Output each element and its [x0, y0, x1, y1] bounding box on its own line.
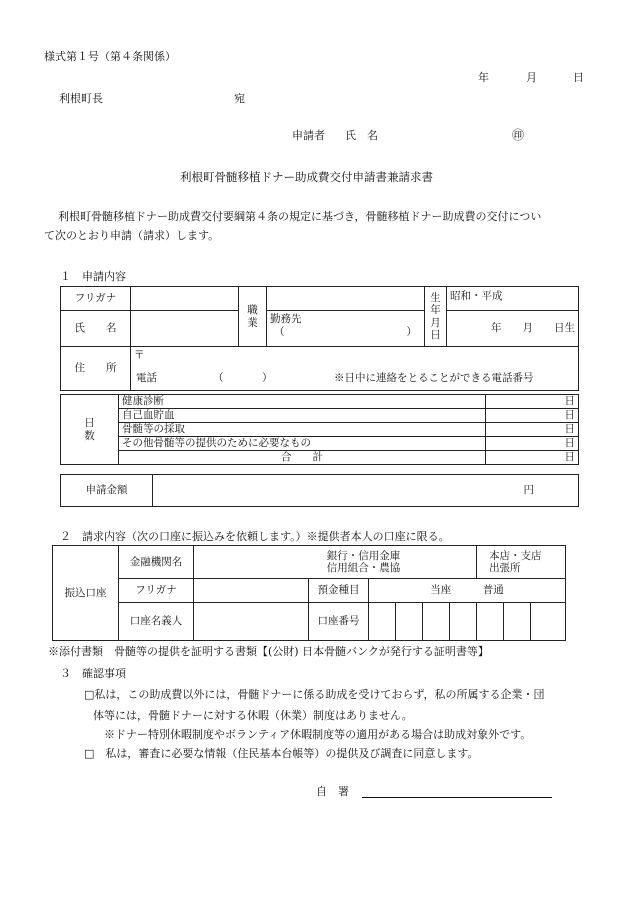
postal-mark: 〒	[134, 349, 145, 361]
days-row-value[interactable]	[486, 423, 579, 437]
birth-ymd: 年 月 日生	[491, 322, 575, 335]
form-number: 様式第１号（第４条関係）	[44, 50, 176, 63]
bank-table	[52, 545, 566, 641]
signature-label: 自 署	[316, 785, 349, 798]
birthdate-label: 生 年 月 日	[425, 287, 447, 347]
document-title: 利根町骨髄移植ドナー助成費交付申請書兼請求書	[180, 170, 433, 184]
days-label: 日 数	[61, 395, 119, 465]
furigana-label: フリガナ	[61, 287, 131, 311]
deposit-types: 当座 普通	[430, 584, 504, 597]
application-table	[60, 286, 579, 391]
attachment-note: ※添付書類 骨髄等の提供を証明する書類【(公財) 日本骨髄バンクが発行する証明書等】	[48, 645, 489, 658]
days-unit: 日	[564, 423, 575, 436]
section1-heading: １ 申請内容	[60, 270, 126, 283]
days-unit: 日	[564, 437, 575, 450]
intro-paragraph	[44, 207, 541, 246]
confirmation-item-1-line-1[interactable]: □私は，この助成費以外には，骨髄ドナーに係る助成を受けておらず，私の所属する企業・団	[84, 688, 545, 701]
birth-era	[447, 287, 579, 311]
confirmation-item-1-line-2: 体等には，骨髄ドナーに対する休暇（休業）制度はありません。	[93, 709, 413, 722]
intro-line-1: 利根町骨髄移植ドナー助成費交付要綱第４条の規定に基づき，骨髄移植ドナー助成費の交付につい	[58, 210, 542, 223]
days-unit: 日	[564, 409, 575, 422]
days-unit: 日	[564, 395, 575, 408]
applicant-name-label: 氏 名	[345, 129, 378, 142]
name-label: 氏 名	[61, 311, 131, 347]
account-number-label: 口座番号	[309, 603, 369, 641]
address-field[interactable]	[131, 347, 579, 391]
phone-paren-open: （	[213, 372, 224, 385]
branch-line2: 出張所	[489, 562, 521, 574]
bank-types-line1: 銀行・信用金庫	[326, 549, 401, 562]
phone-line	[134, 372, 575, 384]
date-month: 月	[526, 71, 537, 84]
bank-furigana-label: フリガナ	[119, 579, 194, 603]
confirmation-item-2[interactable]: □ 私は，審査に必要な情報（住民基本台帳等）の提供及び調査に同意します。	[84, 747, 479, 760]
days-row-label: 自己血貯血	[119, 409, 486, 423]
days-row-label: 健康診断	[119, 395, 486, 409]
address-label: 住 所	[61, 347, 131, 391]
days-row-value[interactable]	[486, 409, 579, 423]
workplace-cell[interactable]	[267, 311, 425, 347]
date-day: 日	[573, 71, 584, 84]
amount-label: 申請金額	[61, 475, 153, 507]
account-digit-box[interactable]	[423, 603, 450, 641]
account-digit-box[interactable]	[531, 603, 566, 641]
days-total-value[interactable]	[486, 451, 579, 465]
branch-line1: 本店・支店	[489, 549, 542, 562]
account-digit-box[interactable]	[504, 603, 531, 641]
days-unit: 日	[564, 451, 575, 464]
bank-furigana-field[interactable]	[194, 579, 309, 603]
account-digit-box[interactable]	[450, 603, 477, 641]
date-year: 年	[478, 71, 489, 84]
phone-label: 電話	[136, 372, 157, 385]
seal-mark: ㊞	[512, 128, 525, 142]
days-table	[60, 394, 579, 465]
days-row-value[interactable]	[486, 437, 579, 451]
phone-note: ※日中に連絡をとることができる電話番号	[334, 372, 534, 385]
days-row-label: 骨髄等の採取	[119, 423, 486, 437]
deposit-type-field[interactable]	[369, 579, 566, 603]
amount-field[interactable]	[153, 475, 579, 507]
signature-line[interactable]	[362, 797, 552, 798]
confirmation-item-1-note: ※ドナー特別休暇制度やボランティア休暇制度等の適用がある場合は助成対象外です。	[104, 728, 532, 741]
section3-heading: ３ 確認事項	[60, 667, 126, 680]
workplace-parens	[270, 325, 421, 338]
intro-line-2: て次のとおり申請（請求）します。	[44, 229, 220, 243]
occupation-label: 職 業	[239, 287, 267, 347]
workplace-paren-close: ）	[406, 326, 417, 339]
birth-era-text: 昭和・平成	[450, 290, 503, 302]
phone-paren-close: ）	[262, 372, 273, 385]
days-row-label: その他骨髄等の提供のために必要なもの	[119, 437, 486, 451]
account-holder-field[interactable]	[194, 603, 309, 641]
workplace-label: 勤務先	[270, 313, 302, 325]
amount-unit: 円	[523, 484, 534, 497]
occupation-field[interactable]	[267, 287, 425, 311]
addressee-suffix: 宛	[234, 92, 245, 105]
bank-name-label: 金融機関名	[119, 546, 194, 579]
deposit-type-label: 預金種目	[309, 579, 369, 603]
bank-types-line2: 信用組合・農協	[326, 562, 401, 574]
days-total-label: 合 計	[119, 451, 486, 465]
bank-name-field[interactable]	[194, 546, 477, 579]
name-field[interactable]	[131, 311, 239, 347]
transfer-account-label: 振込口座	[53, 546, 119, 641]
account-holder-label: 口座名義人	[119, 603, 194, 641]
birth-date-field[interactable]	[447, 311, 579, 347]
workplace-paren-open: （	[274, 326, 285, 339]
amount-table	[60, 474, 579, 507]
account-digit-box[interactable]	[477, 603, 504, 641]
applicant-label: 申請者	[292, 129, 325, 142]
account-digit-box[interactable]	[396, 603, 423, 641]
section2-heading: ２ 請求内容（次の口座に振込みを依頼します。）※提供者本人の口座に限る。	[60, 530, 450, 543]
addressee: 利根町長	[59, 92, 103, 105]
account-digit-box[interactable]	[369, 603, 396, 641]
days-row-value[interactable]	[486, 395, 579, 409]
branch-field[interactable]	[477, 546, 566, 579]
furigana-field[interactable]	[131, 287, 239, 311]
